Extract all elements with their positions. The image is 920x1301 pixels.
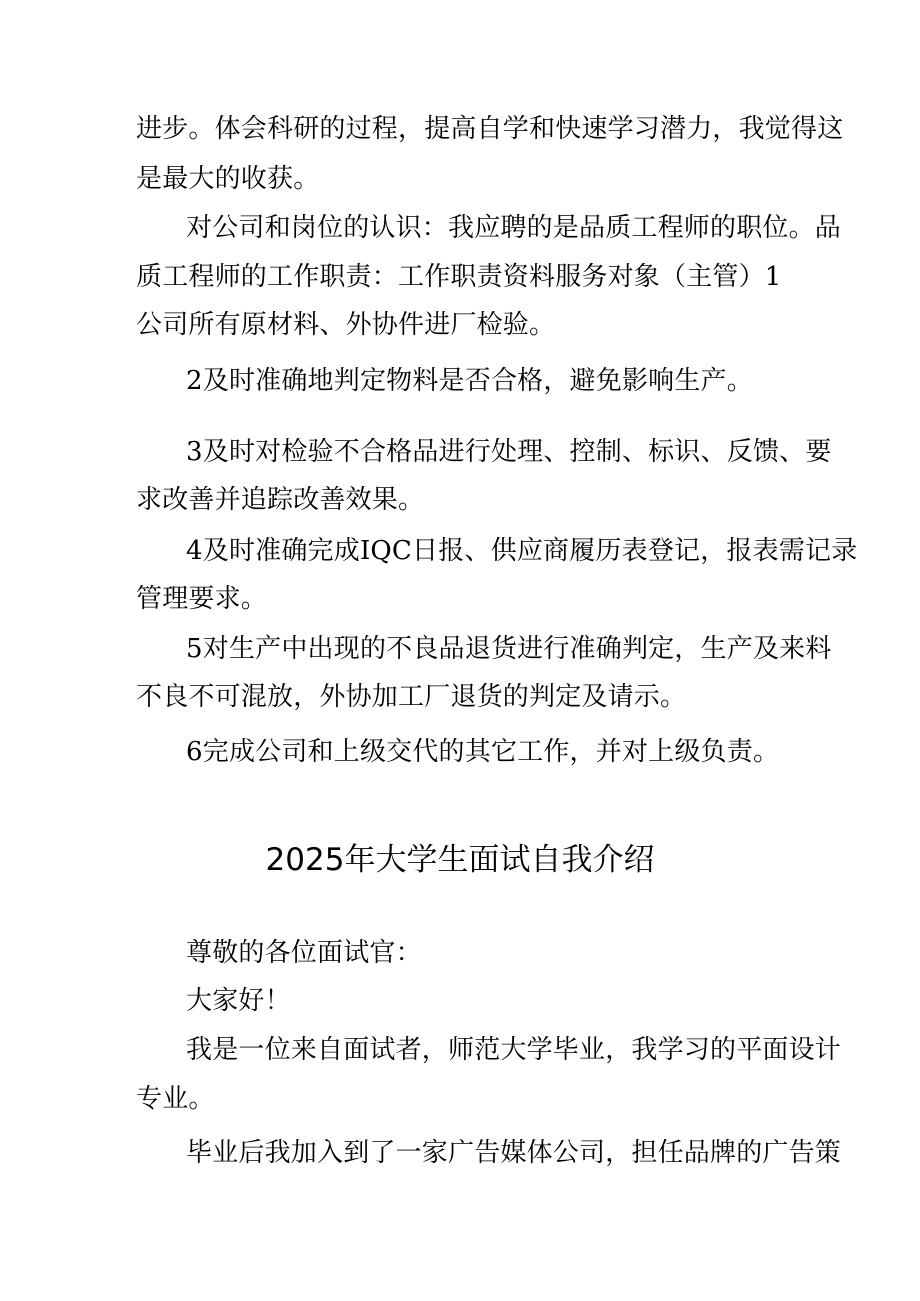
paragraph-line: 公司所有原材料、外协件进厂检验。	[136, 310, 556, 340]
paragraph-line: 是最大的收获。	[136, 164, 320, 194]
paragraph-line: 大家好！	[186, 986, 291, 1016]
paragraph-line: 质工程师的工作职责：工作职责资料服务对象（主管）1	[136, 262, 782, 292]
paragraph-line: 专业。	[136, 1084, 215, 1114]
paragraph-line: 进步。体会科研的过程，提高自学和快速学习潜力，我觉得这	[136, 114, 844, 144]
paragraph-line: 不良不可混放，外协加工厂退货的判定及请示。	[136, 682, 687, 712]
paragraph-line: 尊敬的各位面试官：	[186, 938, 422, 968]
paragraph-line: 毕业后我加入到了一家广告媒体公司，担任品牌的广告策	[186, 1138, 842, 1168]
paragraph-line: 6完成公司和上级交代的其它工作，并对上级负责。	[186, 737, 780, 767]
paragraph-line: 2及时准确地判定物料是否合格，避免影响生产。	[186, 366, 753, 396]
paragraph-line: 对公司和岗位的认识：我应聘的是品质工程师的职位。品	[186, 213, 842, 243]
page-title: 2025年大学生面试自我介绍	[265, 842, 655, 878]
paragraph-line: 3及时对检验不合格品进行处理、控制、标识、反馈、要	[186, 437, 832, 467]
paragraph-line: 4及时准确完成IQC日报、供应商履历表登记，报表需记录	[186, 536, 858, 566]
paragraph-line: 求改善并追踪改善效果。	[136, 485, 425, 515]
paragraph-line: 管理要求。	[136, 584, 268, 614]
paragraph-line: 我是一位来自面试者，师范大学毕业，我学习的平面设计	[186, 1035, 842, 1065]
paragraph-line: 5对生产中出现的不良品退货进行准确判定，生产及来料	[186, 634, 832, 664]
